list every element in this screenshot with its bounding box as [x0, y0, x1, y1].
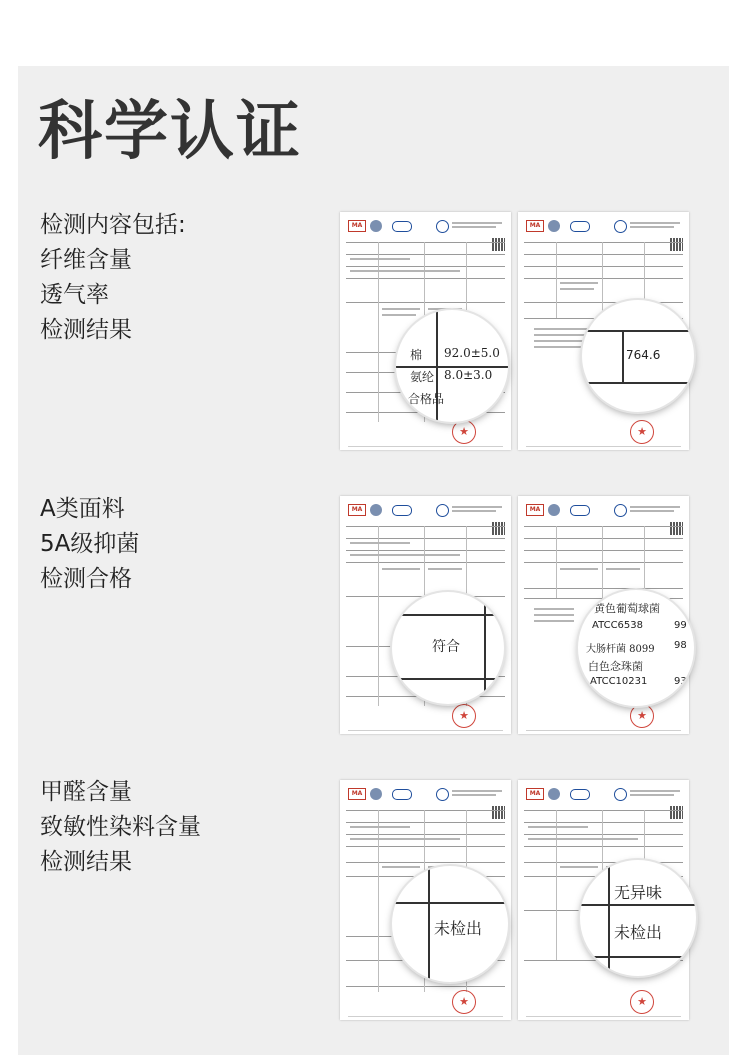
odor-result: 无异味 — [614, 883, 663, 902]
report-header — [526, 504, 681, 516]
ilac-logo-icon — [548, 504, 560, 516]
bacteria-3-rate: 93 — [674, 676, 687, 687]
bacteria-3-name: 白色念珠菌 — [588, 660, 643, 673]
section-1-line-2: 纤维含量 — [40, 247, 132, 273]
section-1-line-4: 检测结果 — [40, 317, 132, 343]
section-1-line-1: 检测内容包括: — [40, 212, 186, 238]
fiber-label-spandex: 氨纶 — [410, 370, 435, 384]
ilac-logo-icon — [370, 220, 382, 232]
cnas-logo-icon — [570, 221, 590, 232]
official-seal-icon: ★ — [630, 704, 654, 728]
bacteria-2-name: 大肠杆菌 8099 — [586, 644, 655, 655]
air-permeability-value: 764.6 — [626, 348, 661, 362]
official-seal-icon: ★ — [630, 990, 654, 1014]
ilac-logo-icon — [548, 220, 560, 232]
cma-logo-icon: MA — [348, 504, 366, 516]
institute-logo-icon — [614, 504, 627, 517]
section-3-line-2: 致敏性染料含量 — [40, 814, 201, 840]
cma-logo-icon: MA — [526, 220, 544, 232]
magnifier-antibacterial — [578, 590, 694, 706]
section-2-line-2: 5A级抑菌 — [40, 531, 140, 557]
official-seal-icon: ★ — [630, 420, 654, 444]
cnas-logo-icon — [570, 789, 590, 800]
bacteria-1-strain: ATCC6538 — [592, 620, 644, 631]
cnas-logo-icon — [392, 505, 412, 516]
fiber-value-cotton: 92.0±5.0 — [444, 346, 500, 360]
fiber-label-cotton: 棉 — [410, 348, 423, 362]
report-header — [526, 788, 681, 800]
cnas-logo-icon — [392, 789, 412, 800]
ilac-logo-icon — [548, 788, 560, 800]
cma-logo-icon: MA — [348, 788, 366, 800]
magnifier-formaldehyde — [392, 866, 508, 982]
page-title: 科学认证 — [38, 95, 302, 169]
magnifier-fiber-content — [396, 310, 508, 422]
report-header — [348, 220, 503, 232]
ilac-logo-icon — [370, 504, 382, 516]
fiber-value-spandex: 8.0±3.0 — [444, 368, 493, 382]
formaldehyde-result: 未检出 — [434, 919, 483, 938]
cnas-logo-icon — [570, 505, 590, 516]
cnas-logo-icon — [392, 221, 412, 232]
official-seal-icon: ★ — [452, 420, 476, 444]
section-1-line-3: 透气率 — [40, 282, 109, 308]
ilac-logo-icon — [370, 788, 382, 800]
magnifier-dyes — [580, 860, 696, 976]
institute-logo-icon — [436, 504, 449, 517]
report-header — [526, 220, 681, 232]
section-3-line-3: 检测结果 — [40, 849, 132, 875]
cma-logo-icon: MA — [526, 788, 544, 800]
fabric-class-result: 符合 — [432, 639, 460, 655]
official-seal-icon: ★ — [452, 704, 476, 728]
bacteria-2-rate: 98 — [674, 640, 687, 651]
section-3-line-1: 甲醛含量 — [40, 779, 132, 805]
section-2-line-3: 检测合格 — [40, 566, 132, 592]
section-3-text — [40, 775, 201, 880]
institute-logo-icon — [436, 788, 449, 801]
report-header — [348, 788, 503, 800]
magnifier-air-permeability — [582, 300, 694, 412]
institute-logo-icon — [436, 220, 449, 233]
cma-logo-icon: MA — [348, 220, 366, 232]
section-1-text — [40, 208, 186, 348]
section-2-line-1: A类面料 — [40, 496, 125, 522]
institute-logo-icon — [614, 788, 627, 801]
institute-logo-icon — [614, 220, 627, 233]
section-2-text — [40, 492, 139, 597]
dye-result: 未检出 — [614, 923, 663, 942]
bacteria-3-strain: ATCC10231 — [590, 676, 648, 687]
bacteria-1-rate: 99 — [674, 620, 687, 631]
fiber-grade: 合格品 — [408, 392, 445, 406]
report-header — [348, 504, 503, 516]
cma-logo-icon: MA — [526, 504, 544, 516]
bacteria-1-name: 黄色葡萄球菌 — [594, 602, 660, 615]
magnifier-fabric-class — [392, 592, 504, 704]
official-seal-icon: ★ — [452, 990, 476, 1014]
